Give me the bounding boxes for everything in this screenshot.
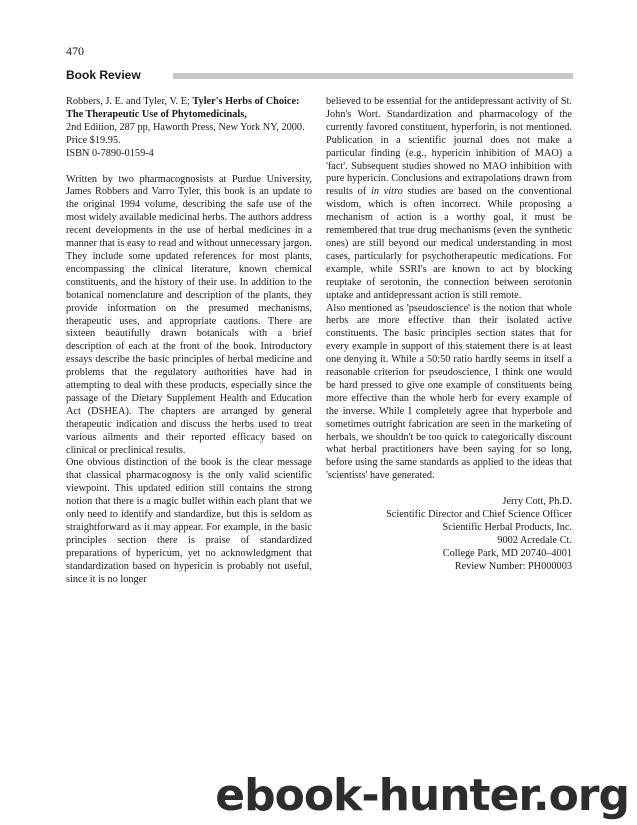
signature-street: 9002 Acredale Ct. <box>497 534 572 546</box>
signature-block <box>326 496 572 573</box>
section-title: Book Review <box>66 68 141 82</box>
watermark: ebook-hunter.org <box>215 769 629 821</box>
paragraph-hypericum <box>326 96 572 303</box>
signature-name: Jerry Cott, Ph.D. <box>502 496 572 508</box>
citation <box>66 96 312 161</box>
citation-details: 2nd Edition, 287 pp, Haworth Press, New York NY, 2000. Price $19.95. <box>66 121 305 146</box>
citation-book-title: Tyler's Herbs of Choice: The Therapeutic Use of Phytomedicinals, <box>66 96 300 120</box>
paragraph-pseudoscience: Also mentioned as 'pseudoscience' is the notion that whole herbs are more effective than their isolated active constituents. The basic principles section states that for every example in support of this statement there is at least one denying it. While a 50:50 ratio hardly seems in itself a reasonable criterion for pseudoscience, I think one would be hard pressed to give one example of constituents being more effective than the whole herb for every example of the inverse. While I completely agree that hyperbole and sometimes outright fabrication are seen in the marketing of herbals, we shouldn't be too quick to categorically discount what herbal practitioners have been saying for so long, before using the same standards as applied to the ideas that 'scientists' have generated. <box>326 302 572 482</box>
title-rule <box>173 73 573 79</box>
signature-title: Scientific Director and Chief Science Officer <box>386 509 572 521</box>
page-number: 470 <box>66 44 84 58</box>
citation-isbn: ISBN 0-7890-0159-4 <box>66 147 154 159</box>
signature-company: Scientific Herbal Products, Inc. <box>442 522 572 533</box>
paragraph-distinction: One obvious distinction of the book is the clear message that classical pharmacognosy is the only valid scientific viewpoint. This updated edition still contains the strong notion that there is a magic bullet within each plant that we only need to identify and standardize, but this is seldom as straightforward as it may appear. For example, in the basic principles section there is praise of standardized preparations of hypericum, yet no acknowledgment that standardization based on hypericin is probably not useful, since it is no longer <box>66 457 312 585</box>
paragraph-hypericum-a: believed to be essential for the antidepressant activity of St. John's Wort. Standardization and pharmacology of the currently favored constituent, hyperforin, is not mentioned. Publication in a scientific journal does not make a particular finding (e.g., hypericin inhibition of MAO) a 'fact'. Subsequent studies showed no MAO inhibition with pure hypericin. Conclusions and extrapolations drawn from results of <box>326 96 572 198</box>
right-column <box>326 96 572 574</box>
paragraph-intro: Written by two pharmacognosists at Purdue University, James Robbers and Varro Tyler, this book is an update to the original 1994 volume, describing the safe use of the most widely available medicinal herbs. The authors address recent developments in the use of herbal medicines in a manner that is easy to read and without unnecessary jargon. They include some updated references for most plants, encompassing the clinical literature, known chemical constituents, and the history of their use. In addition to the botanical nomenclature and description of the plants, they provide information on the presumed mechanisms, therapeutic uses, and appropriate cautions. There are sixteen beautifully drawn botanicals with a brief description of each at the front of the book. Introductory essays describe the basic principles of herbal medicine and problems that the regulatory authorities have had in attempting to deal with these products, especially since the passage of the Dietary Supplement Health and Education Act (DSHEA). The chapters are arranged by general therapeutic indication and discuss the herbs used to treat various ailments and their reported efficacy based on clinical or preclinical results. <box>66 173 312 456</box>
signature-review-number: Review Number: PH000003 <box>454 560 572 572</box>
citation-authors: Robbers, J. E. and Tyler, V. E; <box>66 96 193 107</box>
signature-city: College Park, MD 20740–4001 <box>442 547 572 559</box>
paragraph-hypericum-b: studies are based on the conventional wisdom, which is often incorrect. While proposing a mechanism of action is a worthy goal, it must be remembered that true drug mechanisms (even the synthetic ones) are still beyond our medical understanding in most cases, particularly for psychotherapeutic medications. For example, while SSRI's are known to act by blocking reuptake of serotonin, the connection between serotonin uptake and antidepressant action is still remote. <box>326 186 572 301</box>
in-vitro-italic: in vitro <box>370 186 403 198</box>
left-column <box>66 96 312 587</box>
